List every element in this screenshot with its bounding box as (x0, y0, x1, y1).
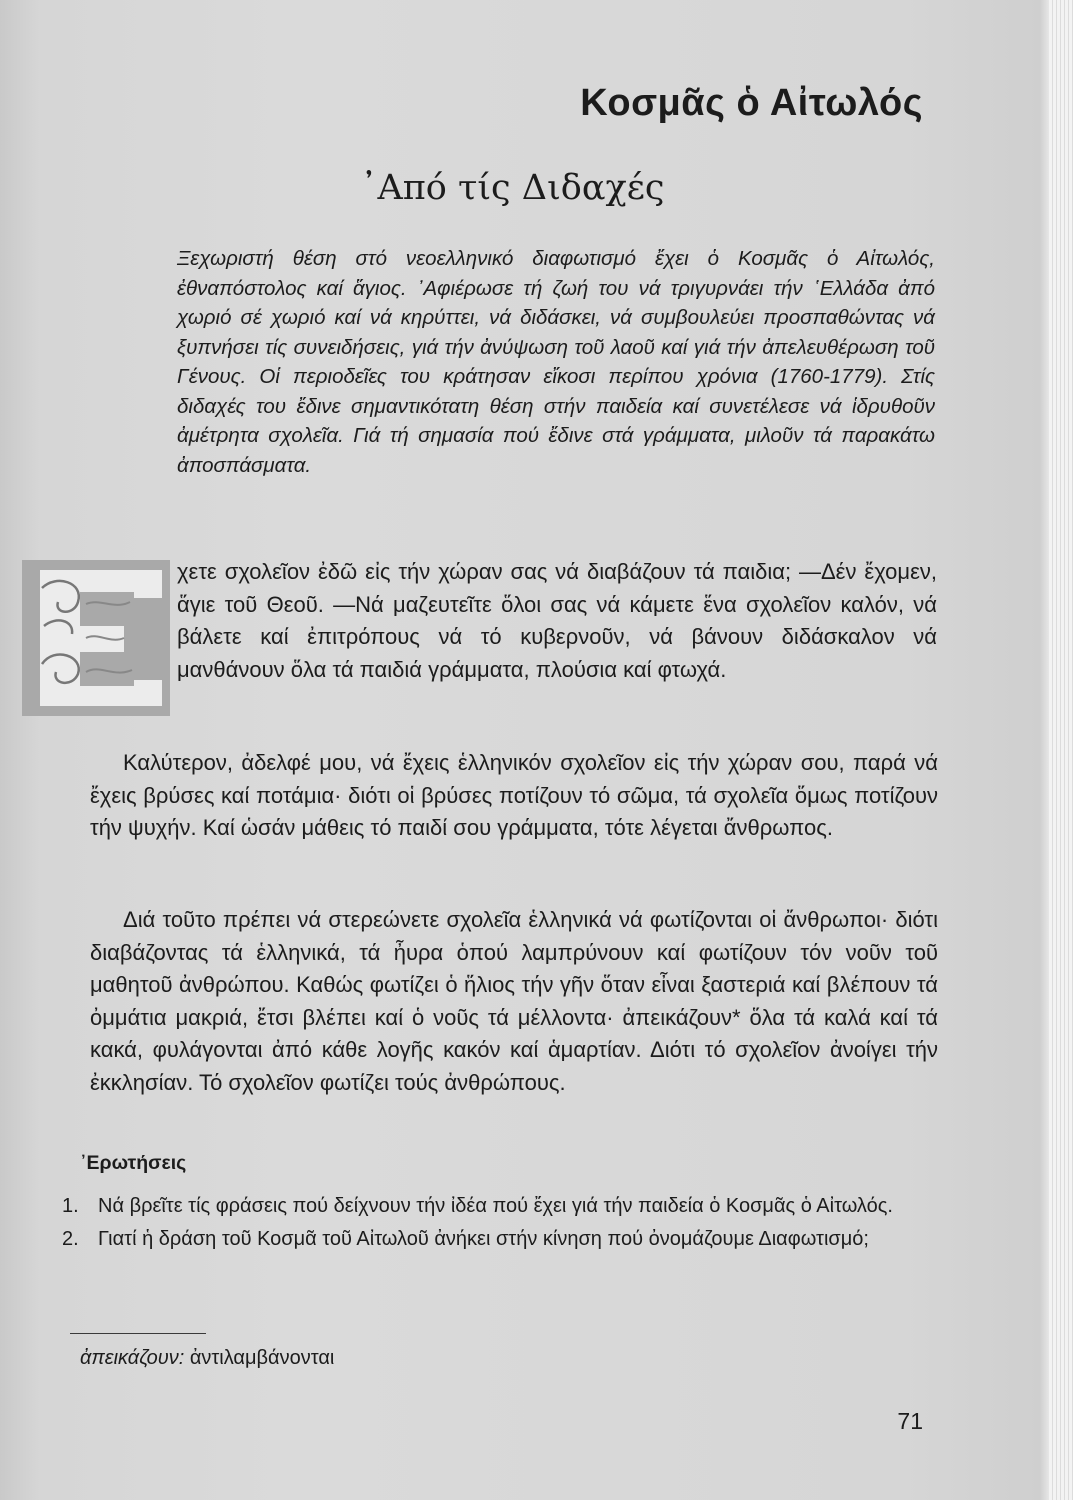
paragraph-1: χετε σχολεῖον ἐδῶ εἰς τήν χώραν σας νά διαβάζουν τά παιδια; —Δέν ἔχομεν, ἅγιε τοῦ Θεοῦ. —Νά μαζευτεῖτε ὅλοι σας νά κάμετε ἕνα σχολεῖον καλόν, νά βάλετε καί ἐπιτρόπους νά τό κυβερνοῦν, νά βάνουν διδάσκαλον νά μανθάνουν ὅλα τά παιδιά γράμματα, πλούσια καί φτωχά. (177, 559, 937, 682)
footnote-term: ἀπεικάζουν: (80, 1347, 185, 1369)
intro-paragraph: Ξεχωριστή θέση στό νεοελληνικό διαφωτισμό ἔχει ὁ Κοσμᾶς ὁ Αἰτωλός, ἐθναπόστολος καί ἅγιος. ᾿Αφιέρωσε τή ζωή του νά τριγυρνάει τήν ῾Ελλάδα ἀπό χωριό σέ χωριό καί νά κηρύττει, νά διδάσκει, νά συμβουλεύει προσπαθώντας νά ξυπνήσει τίς συνειδήσεις, γιά τήν ἀνύψωση τοῦ λαοῦ καί γιά τήν ἀπελευθέρωση τοῦ Γένους. Οἱ περιοδεῖες του κράτησαν εἴκοσι περίπου χρόνια (1760-1779). Στίς διδαχές του ἔδινε σημαντικότατη θέση στήν παιδεία καί συνετέλεσε νά ἱδρυθοῦν ἀμέτρητα σχολεῖα. Γιά τή σημασία πού ἔδινε στά γράμματα, μιλοῦν τά παρακάτω ἀποσπάσματα. (177, 247, 935, 477)
page-number: 71 (897, 1408, 923, 1434)
question-item (62, 1225, 942, 1254)
footnote-divider (70, 1333, 206, 1334)
ornamental-dropcap (22, 560, 170, 716)
footnote-definition: ἀντιλαμβάνονται (189, 1347, 335, 1369)
question-number: 2. (62, 1228, 79, 1250)
page-edge (1049, 0, 1073, 1500)
footnote (80, 1347, 334, 1370)
question-text: Γιατί ἡ δράση τοῦ Κοσμᾶ τοῦ Αἰτωλοῦ ἀνήκει στήν κίνηση πού ὀνομάζουμε Διαφωτισμό; (98, 1228, 869, 1250)
questions-heading: ᾿Ερωτήσεις (80, 1152, 187, 1174)
paragraph-3: Διά τοῦτο πρέπει νά στερεώνετε σχολεῖα ἑλληνικά νά φωτίζονται οἱ ἄνθρωποι· διότι διαβάζοντας τά ἑλληνικά, τά ἦυρα ὁπού λαμπρύνουν καί φωτίζουν τόν νοῦν τοῦ μαθητοῦ ἀνθρώπου. Καθώς φωτίζει ὁ ἥλιος τήν γῆν ὅταν εἶναι ξαστεριά καί βλέπουν τά ὀμμάτια μακριά, ἔτσι βλέπει καί ὁ νοῦς τά μέλλοντα· ἀπεικάζουν* ὅλα τά καλά καί τά κακά, φυλάγονται ἀπό κάθε λογῆς κακόν καί ἁμαρτίαν. Διότι τό σχολεῖον ἀνοίγει τήν ἐκκλησίαν. Τό σχολεῖον φωτίζει τούς ἀνθρώπους. (90, 907, 938, 1095)
question-number: 1. (62, 1195, 79, 1217)
page-title: Κοσμᾶς ὁ Αἰτωλός (580, 82, 923, 124)
question-item (62, 1192, 942, 1221)
question-text: Νά βρεῖτε τίς φράσεις πού δείχνουν τήν ἰδέα πού ἔχει γιά τήν παιδεία ὁ Κοσμᾶς ὁ Αἰτωλός. (98, 1195, 893, 1217)
questions-list (62, 1192, 942, 1258)
paragraph-2: Καλύτερον, ἀδελφέ μου, νά ἔχεις ἑλληνικόν σχολεῖον εἰς τήν χώραν σου, παρά νά ἔχεις βρύσες καί ποτάμια· διότι οἱ βρύσες ποτίζουν τό σῶμα, τά σχολεῖα ὅμως ποτίζουν τήν ψυχήν. Καί ὡσάν μάθεις τό παιδί σου γράμματα, τότε λέγεται ἄνθρωπος. (90, 750, 938, 840)
section-subtitle: ᾿Από τίς Διδαχές (360, 168, 665, 208)
